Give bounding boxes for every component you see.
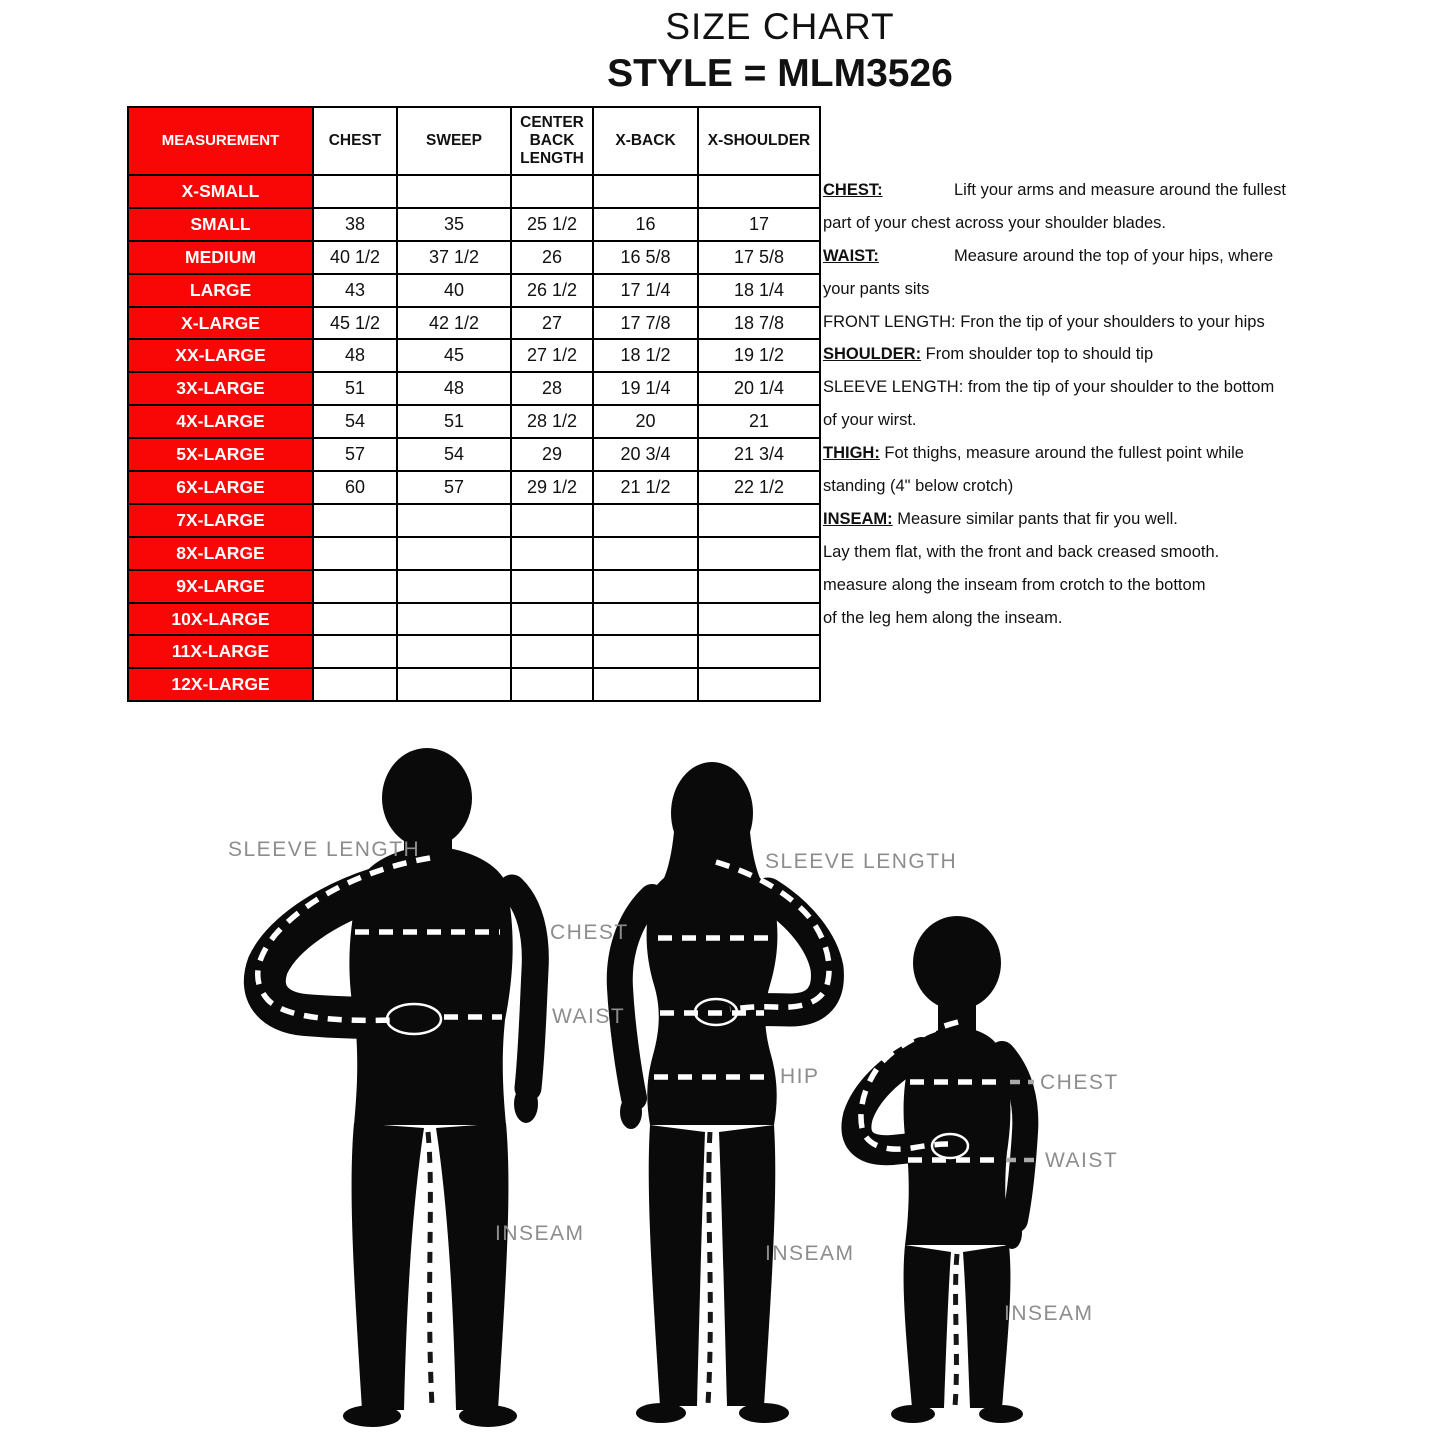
value-cell <box>397 537 511 570</box>
column-header-chest: CHEST <box>313 107 397 175</box>
value-cell: 37 1/2 <box>397 241 511 274</box>
column-header-measurement: MEASUREMENT <box>128 107 313 175</box>
table-row <box>128 471 820 504</box>
value-cell <box>397 635 511 668</box>
value-cell: 29 <box>511 438 593 471</box>
value-cell: 17 7/8 <box>593 307 698 340</box>
instruction-term: INSEAM: <box>823 509 893 528</box>
instruction-term: CHEST: <box>823 181 883 199</box>
instruction-line <box>823 174 1423 207</box>
value-cell: 43 <box>313 274 397 307</box>
instruction-text: Lay them flat, with the front and back creased smooth. <box>823 542 1220 561</box>
column-header-x-back: X-BACK <box>593 107 698 175</box>
instruction-text: Lift your arms and measure around the fullest <box>954 181 1287 199</box>
value-cell <box>698 504 820 537</box>
value-cell: 25 1/2 <box>511 208 593 241</box>
woman-inseam-label: INSEAM <box>765 1242 855 1265</box>
value-cell: 18 1/2 <box>593 339 698 372</box>
woman-hip-label: HIP <box>780 1065 820 1088</box>
value-cell: 18 7/8 <box>698 307 820 340</box>
man-inseam-label: INSEAM <box>495 1222 585 1245</box>
column-header-sweep: SWEEP <box>397 107 511 175</box>
instruction-term: WAIST: <box>823 246 879 265</box>
table-row <box>128 570 820 603</box>
instruction-text: Measure similar pants that fir you well. <box>892 509 1178 528</box>
instruction-line <box>823 207 1423 240</box>
value-cell: 28 <box>511 372 593 405</box>
size-label-cell: 11X-LARGE <box>128 635 313 668</box>
value-cell <box>397 603 511 636</box>
value-cell: 20 <box>593 405 698 438</box>
child-chest-label: CHEST <box>1040 1071 1119 1094</box>
instruction-line <box>823 437 1423 470</box>
size-label-cell: MEDIUM <box>128 241 313 274</box>
instruction-line <box>823 503 1423 536</box>
value-cell: 21 3/4 <box>698 438 820 471</box>
value-cell: 54 <box>313 405 397 438</box>
instruction-line <box>823 536 1423 569</box>
value-cell <box>593 175 698 208</box>
column-header-x-shoulder: X-SHOULDER <box>698 107 820 175</box>
size-label-cell: 9X-LARGE <box>128 570 313 603</box>
instruction-line <box>823 240 1423 273</box>
value-cell <box>593 504 698 537</box>
table-row <box>128 307 820 340</box>
value-cell: 60 <box>313 471 397 504</box>
value-cell <box>397 504 511 537</box>
value-cell <box>313 537 397 570</box>
value-cell: 17 <box>698 208 820 241</box>
value-cell <box>593 635 698 668</box>
instruction-line <box>823 306 1423 339</box>
instruction-text: Fot thighs, measure around the fullest point while <box>879 444 1244 463</box>
size-label-cell: 3X-LARGE <box>128 372 313 405</box>
table-row <box>128 208 820 241</box>
size-label-cell: 10X-LARGE <box>128 603 313 636</box>
instruction-text: of the leg hem along the inseam. <box>823 608 1063 627</box>
size-table <box>127 106 821 702</box>
value-cell <box>397 570 511 603</box>
value-cell <box>593 603 698 636</box>
table-row <box>128 635 820 668</box>
size-label-cell: LARGE <box>128 274 313 307</box>
size-label-cell: 4X-LARGE <box>128 405 313 438</box>
instruction-text: SLEEVE LENGTH: from the tip of your shoulder to the bottom <box>823 378 1275 397</box>
value-cell <box>593 537 698 570</box>
value-cell: 51 <box>397 405 511 438</box>
value-cell <box>313 175 397 208</box>
value-cell: 21 1/2 <box>593 471 698 504</box>
value-cell: 40 <box>397 274 511 307</box>
child-waist-label: WAIST <box>1045 1149 1119 1172</box>
value-cell <box>511 175 593 208</box>
value-cell: 54 <box>397 438 511 471</box>
size-label-cell: XX-LARGE <box>128 339 313 372</box>
instruction-line <box>823 371 1423 404</box>
page-title: SIZE CHART <box>665 6 895 47</box>
table-row <box>128 339 820 372</box>
instruction-text: part of your chest across your shoulder blades. <box>823 213 1167 232</box>
instruction-text: Measure around the top of your hips, where <box>954 246 1274 265</box>
child-inseam-label: INSEAM <box>1004 1302 1094 1325</box>
value-cell <box>698 570 820 603</box>
size-label-cell: 6X-LARGE <box>128 471 313 504</box>
value-cell: 35 <box>397 208 511 241</box>
value-cell: 26 <box>511 241 593 274</box>
value-cell <box>511 603 593 636</box>
value-cell: 45 <box>397 339 511 372</box>
instruction-text: of your wirst. <box>823 411 917 430</box>
value-cell <box>511 537 593 570</box>
man-inseam-measure-line <box>428 1132 432 1406</box>
size-label-cell: 12X-LARGE <box>128 668 313 701</box>
value-cell <box>698 537 820 570</box>
man-sleeve-length-label: SLEEVE LENGTH <box>228 838 421 861</box>
man-waist-label: WAIST <box>552 1005 626 1028</box>
value-cell: 21 <box>698 405 820 438</box>
value-cell: 27 <box>511 307 593 340</box>
value-cell: 29 1/2 <box>511 471 593 504</box>
size-label-cell: SMALL <box>128 208 313 241</box>
value-cell: 26 1/2 <box>511 274 593 307</box>
table-row <box>128 668 820 701</box>
value-cell <box>511 668 593 701</box>
instruction-term: THIGH: <box>823 444 880 463</box>
value-cell: 20 3/4 <box>593 438 698 471</box>
value-cell <box>698 175 820 208</box>
instruction-line <box>823 404 1423 437</box>
instruction-term: SHOULDER: <box>823 345 922 364</box>
value-cell <box>313 504 397 537</box>
woman-sleeve-length-label: SLEEVE LENGTH <box>765 850 958 873</box>
man-hand <box>387 1004 441 1034</box>
value-cell: 40 1/2 <box>313 241 397 274</box>
instruction-text: From shoulder top to should tip <box>921 345 1154 364</box>
value-cell: 48 <box>397 372 511 405</box>
value-cell: 17 1/4 <box>593 274 698 307</box>
value-cell <box>313 603 397 636</box>
value-cell <box>313 635 397 668</box>
value-cell <box>397 175 511 208</box>
size-table-body <box>128 175 820 701</box>
value-cell <box>397 668 511 701</box>
man-chest-label: CHEST <box>550 921 629 944</box>
woman-inseam-measure-line <box>708 1132 710 1404</box>
instruction-text: your pants sits <box>823 279 930 298</box>
value-cell: 27 1/2 <box>511 339 593 372</box>
column-header-center-back-length: CENTER BACK LENGTH <box>511 107 593 175</box>
style-title: STYLE = MLM3526 <box>607 52 953 95</box>
value-cell <box>511 635 593 668</box>
value-cell: 42 1/2 <box>397 307 511 340</box>
table-row <box>128 405 820 438</box>
value-cell <box>698 603 820 636</box>
value-cell: 28 1/2 <box>511 405 593 438</box>
instruction-text: standing (4" below crotch) <box>823 477 1014 496</box>
value-cell: 16 <box>593 208 698 241</box>
table-row <box>128 504 820 537</box>
instruction-line <box>823 602 1423 635</box>
value-cell: 51 <box>313 372 397 405</box>
value-cell: 19 1/2 <box>698 339 820 372</box>
title-block <box>115 4 1445 98</box>
value-cell <box>313 570 397 603</box>
value-cell: 17 5/8 <box>698 241 820 274</box>
value-cell: 19 1/4 <box>593 372 698 405</box>
value-cell: 16 5/8 <box>593 241 698 274</box>
size-label-cell: X-LARGE <box>128 307 313 340</box>
value-cell <box>511 570 593 603</box>
instruction-line <box>823 569 1423 602</box>
value-cell: 45 1/2 <box>313 307 397 340</box>
instruction-text: FRONT LENGTH: Fron the tip of your shoulders to your hips <box>823 312 1265 331</box>
value-cell <box>698 635 820 668</box>
table-row <box>128 274 820 307</box>
instruction-line <box>823 273 1423 306</box>
table-row <box>128 372 820 405</box>
value-cell: 38 <box>313 208 397 241</box>
table-row <box>128 603 820 636</box>
table-row <box>128 438 820 471</box>
value-cell <box>698 668 820 701</box>
instruction-line <box>823 470 1423 503</box>
size-label-cell: 5X-LARGE <box>128 438 313 471</box>
instruction-line <box>823 338 1423 371</box>
value-cell: 22 1/2 <box>698 471 820 504</box>
size-label-cell: 7X-LARGE <box>128 504 313 537</box>
value-cell: 57 <box>313 438 397 471</box>
instruction-text: measure along the inseam from crotch to the bottom <box>823 575 1206 594</box>
size-label-cell: 8X-LARGE <box>128 537 313 570</box>
value-cell: 48 <box>313 339 397 372</box>
table-row <box>128 537 820 570</box>
child-inseam-measure-line <box>955 1254 957 1406</box>
value-cell: 20 1/4 <box>698 372 820 405</box>
child-silhouette <box>856 916 1038 1423</box>
table-row <box>128 241 820 274</box>
value-cell: 57 <box>397 471 511 504</box>
value-cell <box>313 668 397 701</box>
size-label-cell: X-SMALL <box>128 175 313 208</box>
instructions <box>823 174 1423 634</box>
table-row <box>128 175 820 208</box>
value-cell <box>593 570 698 603</box>
figures-diagram <box>0 720 1445 1445</box>
table-header-row <box>128 107 820 175</box>
value-cell <box>593 668 698 701</box>
value-cell: 18 1/4 <box>698 274 820 307</box>
value-cell <box>511 504 593 537</box>
